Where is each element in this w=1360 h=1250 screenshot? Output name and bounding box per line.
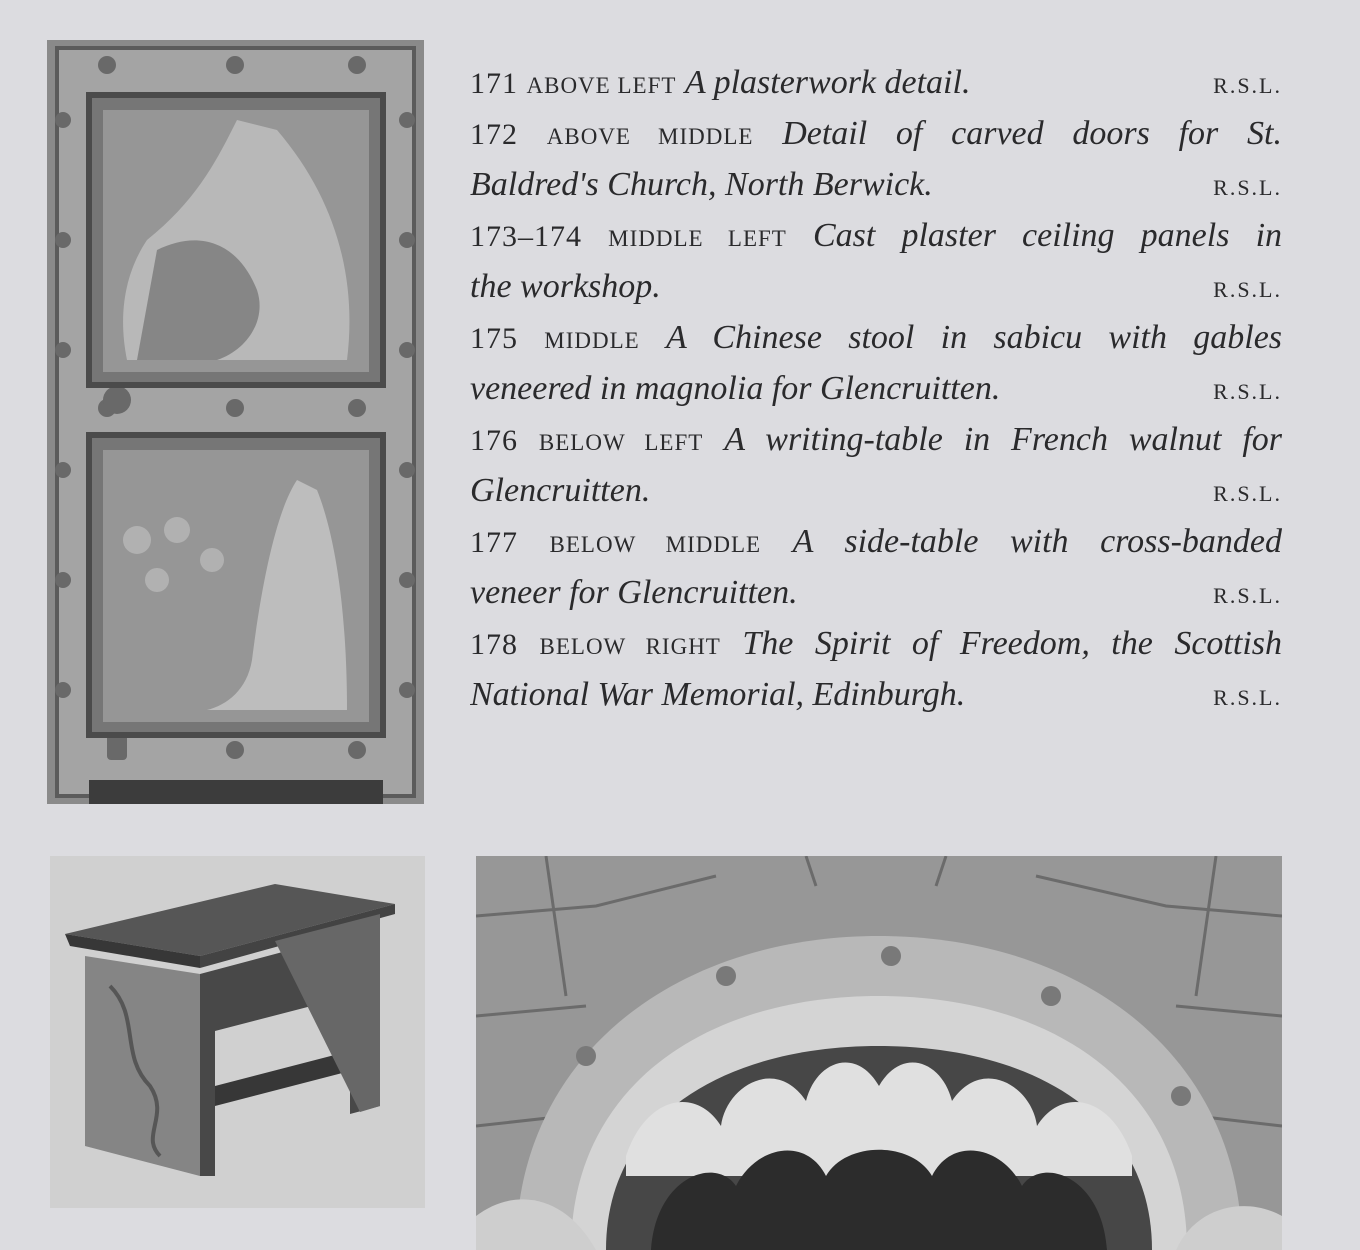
caption-175-line2 (470, 363, 1282, 414)
caption-credit: R.S.L. (1213, 481, 1282, 506)
caption-title: the workshop. (470, 268, 661, 305)
caption-number: 175 (470, 322, 518, 355)
caption-title: A writing-table in French walnut for (724, 421, 1282, 458)
caption-title: veneered in magnolia for Glencruitten. (470, 370, 1001, 407)
caption-176-line2 (470, 465, 1282, 516)
caption-number: 178 (470, 628, 518, 661)
caption-title: Baldred's Church, North Berwick. (470, 166, 933, 203)
caption-number: 172 (470, 118, 518, 151)
caption-position: BELOW MIDDLE (549, 532, 762, 557)
caption-171 (470, 57, 1282, 108)
caption-credit: R.S.L. (1213, 175, 1282, 200)
caption-position: BELOW LEFT (538, 430, 704, 455)
caption-172-line1 (470, 108, 1282, 159)
caption-177-line1 (470, 516, 1282, 567)
caption-block (470, 57, 1282, 720)
caption-number: 173–174 (470, 220, 582, 253)
caption-173-174-line1 (470, 210, 1282, 261)
caption-number: 171 (470, 67, 518, 100)
caption-title: A plasterwork detail. (684, 64, 971, 101)
caption-title: The Spirit of Freedom, the Scottish (742, 625, 1282, 662)
caption-number: 177 (470, 526, 518, 559)
caption-178-line2 (470, 669, 1282, 720)
caption-172-line2 (470, 159, 1282, 210)
caption-178-line1 (470, 618, 1282, 669)
caption-credit: R.S.L. (1213, 685, 1282, 710)
caption-position: MIDDLE (544, 328, 640, 353)
caption-175-line1 (470, 312, 1282, 363)
caption-173-174-line2 (470, 261, 1282, 312)
carved-doors-photo (47, 40, 424, 804)
caption-title: National War Memorial, Edinburgh. (470, 676, 966, 713)
caption-title: A side-table with cross-banded (792, 523, 1282, 560)
memorial-arch-photo (476, 856, 1282, 1250)
caption-position: MIDDLE LEFT (608, 226, 787, 251)
caption-credit: R.S.L. (1213, 583, 1282, 608)
caption-title: Glencruitten. (470, 472, 651, 509)
caption-title: Cast plaster ceiling panels in (813, 217, 1282, 254)
caption-credit: R.S.L. (1213, 73, 1282, 98)
caption-number: 176 (470, 424, 518, 457)
caption-credit: R.S.L. (1213, 277, 1282, 302)
caption-position: BELOW RIGHT (539, 634, 721, 659)
caption-position: ABOVE LEFT (526, 73, 677, 98)
chinese-stool-photo (50, 856, 425, 1208)
caption-title: veneer for Glencruitten. (470, 574, 798, 611)
caption-176-line1 (470, 414, 1282, 465)
caption-title: A Chinese stool in sabicu with gables (666, 319, 1282, 356)
caption-position: ABOVE MIDDLE (546, 124, 754, 149)
caption-credit: R.S.L. (1213, 379, 1282, 404)
caption-177-line2 (470, 567, 1282, 618)
caption-title: Detail of carved doors for St. (782, 115, 1282, 152)
